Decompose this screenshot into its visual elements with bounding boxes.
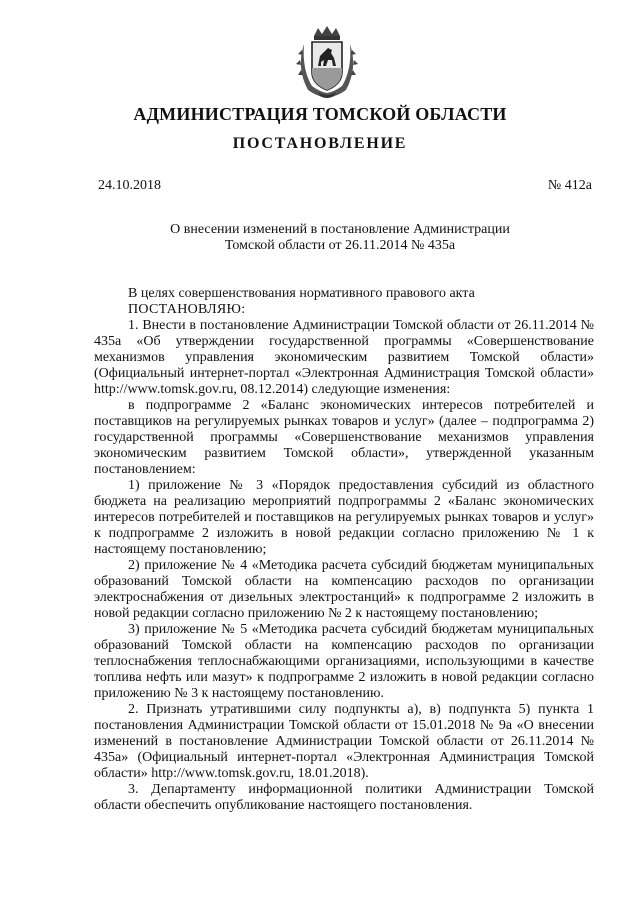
organization-title: АДМИНИСТРАЦИЯ ТОМСКОЙ ОБЛАСТИ — [133, 104, 507, 124]
subject-line: Томской области от 26.11.2014 № 435а — [224, 238, 456, 253]
paragraph-1-subprogram: в подпрограмме 2 «Баланс экономических интересов потребителей и поставщиков на регулируемых рынках товаров и услуг» (далее – подпрограмма 2) государственной программы «Совершенствование механизмов управления экономическим развитием Томской области», утвержденной указанным постановлением: — [94, 398, 594, 477]
paragraph-3: 3. Департаменту информационной политики Администрации Томской области обеспечить опубликование настоящего постановления. — [94, 782, 594, 813]
decree-word: ПОСТАНОВЛЯЮ: — [128, 302, 246, 317]
document-date: 24.10.2018 — [98, 178, 161, 193]
document-number: № 412а — [547, 178, 592, 193]
document-subject — [150, 222, 530, 254]
document-type-title: ПОСТАНОВЛЕНИЕ — [232, 135, 408, 152]
list-item: 3) приложение № 5 «Методика расчета субсидий бюджетам муниципальных образований Томской области на компенсацию расходов по организации теплоснабжения теплоснабжающими организациями, использующими в качестве топлива нефть или мазут» к подпрограмме 2 изложить в новой редакции согласно приложению № 3 к настоящему постановлению. — [94, 622, 594, 701]
paragraph-1: 1. Внести в постановление Администрации Томской области от 26.11.2014 № 435а «Об утверждении государственной программы «Совершенствование механизмов управления экономическим развитием Томской области» (Официальный интернет-портал «Электронная Администрация Томской области» http://www.tomsk.gov.ru, 08.12.2014) следующие изменения: — [94, 318, 594, 397]
list-item: 1) приложение № 3 «Порядок предоставления субсидий из областного бюджета на реализацию мероприятий подпрограммы 2 «Баланс экономических интересов потребителей и поставщиков на регулируемых рынках товаров и услуг» к подпрограмме 2 изложить в новой редакции согласно приложению № 1 к настоящему постановлению; — [94, 478, 594, 557]
document-body — [94, 286, 594, 814]
list-item: 2) приложение № 4 «Методика расчета субсидий бюджетам муниципальных образований Томской области на компенсацию расходов по организации электроснабжения от дизельных электростанций» к подпрограмме 2 изложить в новой редакции согласно приложению № 2 к настоящему постановлению; — [94, 558, 594, 621]
paragraph-2: 2. Признать утратившими силу подпункты а), в) подпункта 5) пункта 1 постановления Администрации Томской области от 15.01.2018 № 9а «О внесении изменений в постановление Администрации Томской области от 26.11.2014 № 435а» (Официальный интернет-портал «Электронная Администрация Томской области» http://www.tomsk.gov.ru, 18.01.2018). — [94, 702, 594, 781]
subject-line: О внесении изменений в постановление Администрации — [170, 222, 510, 237]
purpose-paragraph: В целях совершенствования нормативного правового акта — [128, 286, 475, 301]
coat-of-arms-icon — [294, 24, 360, 100]
